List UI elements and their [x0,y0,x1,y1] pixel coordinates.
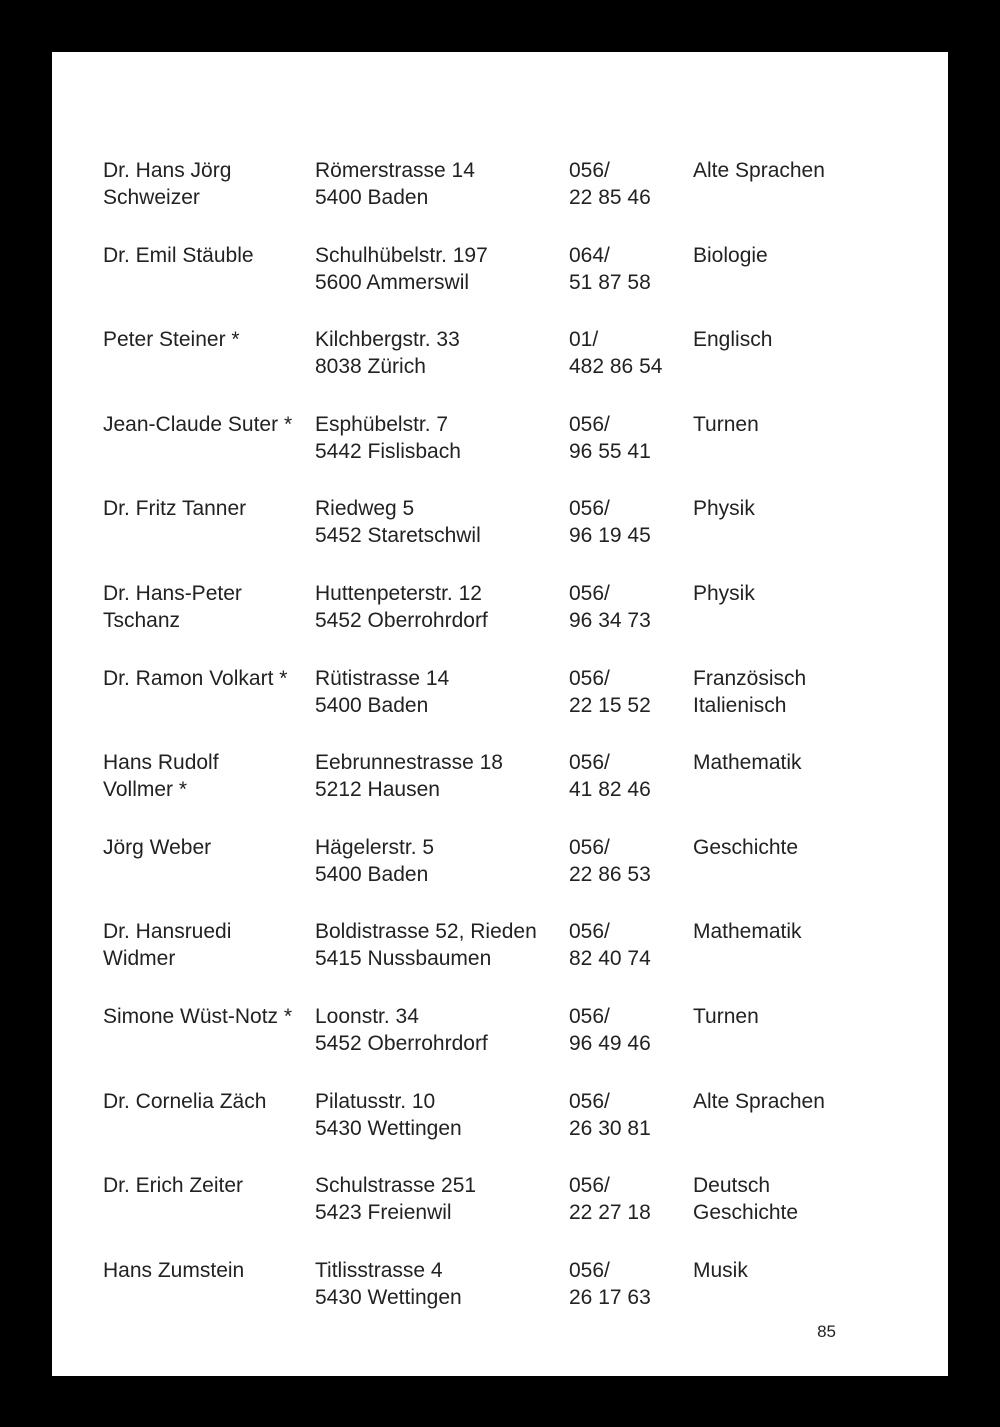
teacher-name [103,749,315,834]
directory-entry [103,1003,903,1088]
teacher-name-line: Jörg Weber [103,835,212,859]
directory-entry [103,157,903,242]
teacher-address [315,157,569,242]
teacher-address-line: Kilchbergstr. 33 [315,328,460,352]
teacher-name [103,1003,315,1088]
teacher-address-line: Loonstr. 34 [315,1004,419,1028]
teacher-address-line: Römerstrasse 14 [315,159,475,182]
teacher-subjects-line: Deutsch [693,1174,771,1198]
teacher-phone [569,580,693,665]
teacher-address-line: Eebrunnestrasse 18 [315,751,503,775]
teacher-phone-line: 056/ [569,159,610,182]
teacher-subjects [693,834,893,919]
teacher-phone [569,918,693,1003]
teacher-name-line: Dr. Hans-Peter [103,581,242,605]
teacher-address [315,580,569,665]
directory-entry [103,495,903,580]
teacher-phone-line: 22 27 18 [569,1201,651,1225]
teacher-name-line: Simone Wüst-Notz * [103,1004,293,1028]
teacher-phone [569,326,693,411]
teacher-phone-line: 056/ [569,1174,610,1198]
teacher-subjects [693,495,893,580]
teacher-phone [569,1003,693,1088]
teacher-phone-line: 482 86 54 [569,355,663,379]
teacher-address-line: Boldistrasse 52, Rieden [315,920,537,944]
teacher-name [103,157,315,242]
teacher-phone-line: 056/ [569,497,610,521]
teacher-subjects-line: Biologie [693,243,768,267]
teacher-address-line: 8038 Zürich [315,355,426,379]
teacher-address-line: 5400 Baden [315,862,429,886]
teacher-subjects-line: Mathematik [693,920,802,944]
teacher-address [315,1172,569,1257]
teacher-address [315,1003,569,1088]
teacher-subjects [693,411,893,496]
teacher-phone-line: 82 40 74 [569,947,651,971]
teacher-phone-line: 26 30 81 [569,1116,651,1140]
teacher-address-line: Schulhübelstr. 197 [315,243,488,267]
teacher-subjects [693,1088,893,1173]
teacher-phone [569,1172,693,1257]
teacher-phone [569,749,693,834]
directory-entry [103,1257,903,1342]
teacher-phone-line: 22 86 53 [569,862,651,886]
teacher-address [315,665,569,750]
teacher-address-line: Schulstrasse 251 [315,1174,477,1198]
teacher-address-line: 5452 Oberrohrdorf [315,1031,488,1055]
teacher-phone-line: 056/ [569,751,610,775]
teacher-subjects-line: Geschichte [693,835,799,859]
teacher-subjects [693,918,893,1003]
teacher-address [315,326,569,411]
teacher-name-line: Vollmer * [103,778,188,802]
teacher-address-line: 5400 Baden [315,693,429,717]
teacher-subjects [693,326,893,411]
teacher-phone-line: 056/ [569,581,610,605]
teacher-name-line: Tschanz [103,608,181,632]
teacher-address-line: 5400 Baden [315,186,429,209]
teacher-phone [569,665,693,750]
directory-entry [103,242,903,327]
teacher-subjects [693,157,893,242]
teacher-name [103,242,315,327]
teacher-name [103,665,315,750]
teacher-subjects-line: Physik [693,581,755,605]
teacher-subjects [693,1003,893,1088]
teacher-name-line: Dr. Fritz Tanner [103,497,247,521]
directory-entry [103,665,903,750]
directory-entry [103,918,903,1003]
directory-entry [103,834,903,919]
teacher-phone-line: 41 82 46 [569,778,651,802]
teacher-phone-line: 056/ [569,1258,610,1282]
teacher-phone-line: 056/ [569,920,610,944]
teacher-name [103,326,315,411]
teacher-phone [569,1088,693,1173]
teacher-phone-line: 056/ [569,835,610,859]
teacher-phone-line: 51 87 58 [569,270,651,294]
teacher-name-line: Hans Rudolf [103,751,219,775]
directory-entry [103,580,903,665]
teacher-name-line: Dr. Ramon Volkart * [103,666,288,690]
document-page [52,52,948,1376]
directory-list [103,157,903,1341]
teacher-phone-line: 22 85 46 [569,186,651,209]
teacher-name-line: Dr. Cornelia Zäch [103,1089,267,1113]
teacher-subjects-line: Musik [693,1258,748,1282]
teacher-address-line: 5430 Wettingen [315,1285,462,1309]
teacher-subjects-line: Mathematik [693,751,802,775]
teacher-name-line: Widmer [103,947,176,971]
teacher-address-line: 5442 Fislisbach [315,439,461,463]
teacher-subjects [693,1172,893,1257]
teacher-name-line: Peter Steiner * [103,328,240,352]
teacher-name-line: Dr. Emil Stäuble [103,243,254,267]
teacher-name-line: Schweizer [103,186,200,209]
page-number: 85 [817,1322,836,1341]
teacher-phone-line: 96 19 45 [569,524,651,548]
teacher-subjects [693,580,893,665]
teacher-subjects-line: Turnen [693,412,759,436]
teacher-phone [569,157,693,242]
teacher-name [103,580,315,665]
teacher-subjects-line: Englisch [693,328,773,352]
teacher-subjects [693,665,893,750]
teacher-address [315,834,569,919]
teacher-address [315,918,569,1003]
teacher-phone-line: 056/ [569,666,610,690]
teacher-subjects-line: Turnen [693,1004,759,1028]
teacher-phone-line: 96 34 73 [569,608,651,632]
teacher-address [315,495,569,580]
teacher-address [315,242,569,327]
directory-entry [103,1172,903,1257]
teacher-address-line: 5212 Hausen [315,778,440,802]
teacher-address-line: 5452 Staretschwil [315,524,481,548]
teacher-address-line: Huttenpeterstr. 12 [315,581,482,605]
teacher-phone-line: 96 49 46 [569,1031,651,1055]
teacher-phone [569,411,693,496]
teacher-phone-line: 056/ [569,1004,610,1028]
teacher-name-line: Jean-Claude Suter * [103,412,293,436]
directory-entry [103,326,903,411]
teacher-name-line: Dr. Hans Jörg [103,159,232,182]
teacher-subjects-line: Französisch [693,666,807,690]
teacher-subjects [693,1257,893,1342]
teacher-phone-line: 22 15 52 [569,693,651,717]
teacher-address-line: 5423 Freienwil [315,1201,452,1225]
directory-entry [103,411,903,496]
teacher-address-line: 5415 Nussbaumen [315,947,492,971]
teacher-name [103,495,315,580]
teacher-name-line: Dr. Hansruedi [103,920,232,944]
teacher-phone [569,242,693,327]
teacher-phone [569,495,693,580]
teacher-phone-line: 96 55 41 [569,439,651,463]
teacher-phone-line: 01/ [569,328,599,352]
teacher-subjects-line: Alte Sprachen [693,1089,825,1113]
teacher-address [315,1088,569,1173]
teacher-address-line: 5600 Ammerswil [315,270,470,294]
teacher-name [103,1172,315,1257]
directory-entry [103,1088,903,1173]
teacher-address [315,749,569,834]
teacher-subjects-line: Italienisch [693,693,787,717]
teacher-address-line: Pilatusstr. 10 [315,1089,436,1113]
teacher-phone-line: 056/ [569,1089,610,1113]
teacher-address-line: Titlisstrasse 4 [315,1258,443,1282]
teacher-phone [569,834,693,919]
teacher-name-line: Dr. Erich Zeiter [103,1174,244,1198]
teacher-address-line: Hägelerstr. 5 [315,835,435,859]
teacher-phone-line: 26 17 63 [569,1285,651,1309]
teacher-phone-line: 056/ [569,412,610,436]
teacher-name [103,918,315,1003]
teacher-address [315,1257,569,1342]
teacher-address-line: Esphübelstr. 7 [315,412,449,436]
teacher-address-line: Riedweg 5 [315,497,415,521]
directory-entry [103,749,903,834]
teacher-address-line: Rütistrasse 14 [315,666,450,690]
teacher-subjects-line: Physik [693,497,755,521]
teacher-subjects-line: Alte Sprachen [693,159,825,182]
teacher-phone-line: 064/ [569,243,610,267]
teacher-name [103,1088,315,1173]
teacher-name [103,411,315,496]
teacher-name-line: Hans Zumstein [103,1258,245,1282]
teacher-name [103,834,315,919]
teacher-subjects [693,242,893,327]
teacher-subjects-line: Geschichte [693,1201,799,1225]
teacher-address-line: 5452 Oberrohrdorf [315,608,488,632]
teacher-name [103,1257,315,1342]
teacher-address [315,411,569,496]
teacher-address-line: 5430 Wettingen [315,1116,462,1140]
teacher-subjects [693,749,893,834]
teacher-phone [569,1257,693,1342]
